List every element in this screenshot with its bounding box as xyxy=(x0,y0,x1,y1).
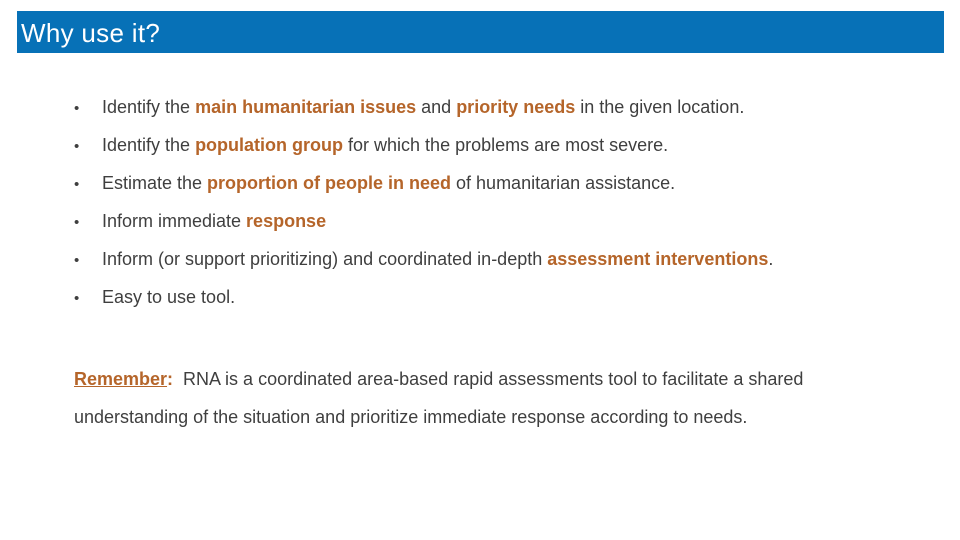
title-bar xyxy=(17,11,944,53)
bullet-text xyxy=(102,210,326,233)
bullet-text-part: . xyxy=(768,249,774,269)
bullet-item-response xyxy=(74,210,934,248)
bullet-dot: • xyxy=(74,138,80,155)
bullet-item-population xyxy=(74,134,934,172)
bullet-text xyxy=(102,286,235,309)
bullet-text xyxy=(102,96,744,119)
bullet-text xyxy=(102,248,773,271)
bullet-item-proportion xyxy=(74,172,934,210)
bullet-dot: • xyxy=(74,290,80,307)
highlight-main-humanitarian-issues: main humanitarian issues xyxy=(195,97,417,117)
bullet-text-part: Estimate the xyxy=(102,173,208,193)
bullet-text-part: for which the problems are most severe. xyxy=(343,135,669,155)
remember-text: RNA is a coordinated area-based rapid assessments tool to facilitate a shared understanding of the situation and prioritize immediate response according to needs. xyxy=(74,369,809,427)
remember-note xyxy=(74,360,894,436)
bullet-item-issues xyxy=(74,96,934,134)
slide-title: Why use it? xyxy=(21,18,161,48)
bullet-text-part: of humanitarian assistance. xyxy=(451,173,676,193)
bullet-item-assessment xyxy=(74,248,934,286)
highlight-response: response xyxy=(246,211,327,231)
bullet-text-part: in the given location. xyxy=(575,97,745,117)
highlight-priority-needs: priority needs xyxy=(456,97,576,117)
highlight-proportion-in-need: proportion of people in need xyxy=(207,173,452,193)
bullet-text-part: and xyxy=(416,97,457,117)
bullet-dot: • xyxy=(74,252,80,269)
bullet-list xyxy=(74,96,934,324)
bullet-text-part: Inform immediate xyxy=(102,211,247,231)
bullet-dot: • xyxy=(74,214,80,231)
bullet-item-easy xyxy=(74,286,934,324)
bullet-dot: • xyxy=(74,100,80,117)
remember-colon: : xyxy=(167,369,174,389)
bullet-text xyxy=(102,172,675,195)
bullet-text-part: Identify the xyxy=(102,97,196,117)
remember-label: Remember xyxy=(74,369,168,389)
bullet-text xyxy=(102,134,668,157)
highlight-assessment-interventions: assessment interventions xyxy=(547,249,769,269)
bullet-dot: • xyxy=(74,176,80,193)
highlight-population-group: population group xyxy=(195,135,344,155)
bullet-text-part: Inform (or support prioritizing) and coordinated in-depth xyxy=(102,249,548,269)
bullet-text-part: Easy to use tool. xyxy=(102,287,236,307)
bullet-text-part: Identify the xyxy=(102,135,196,155)
